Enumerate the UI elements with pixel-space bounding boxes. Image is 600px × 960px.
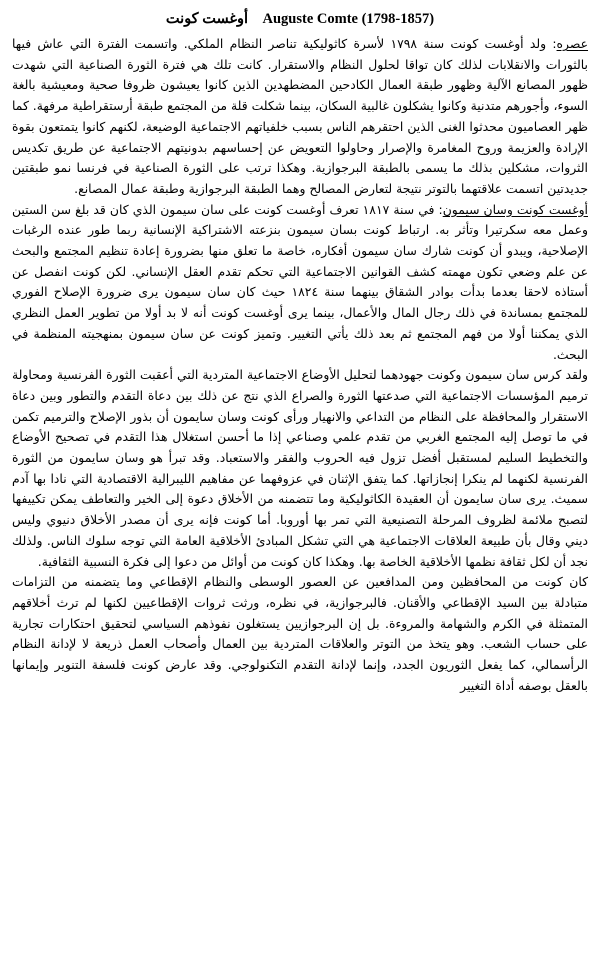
paragraph-saint-simon — [12, 200, 588, 366]
article-body — [12, 34, 588, 697]
paragraph-conservatism — [12, 572, 588, 696]
paragraph-text: كان كونت من المحافظين ومن المدافعين عن العصور الوسطى والنظام الإقطاعي وما يتضمنه من التزامات متبادلة بين السيد الإقطاعي والأقنان. فالبرجوازية، في نظره، ورثت ثروات الإقطاعيين لكنها لم ترث أخلاقهم المتمثلة في الكرم والشهامة والمروءة. بل إن البرجوازيين يستغلون نفوذهم السياسي لتحقيق احتكارات تجارية على حساب الشعب. وهو يتخذ من التوتر والعلاقات المتردية بين العمال وأصحاب العمل ذريعة لا لإدانة النظام الرأسمالي، كما يفعل الثوريون الجدد، وإنما لإدانة التقدم التكنولوجي. وقد عارض كونت فلسفة التنوير وإيمانها بالعقل بوصفه أداة التغيير — [12, 574, 588, 693]
paragraph-text: : في سنة ١٨١٧ تعرف أوغست كونت على سان سيمون الذي كان قد بلغ سن الستين وعمل معه سكرتيرا وتأثر به. ارتباط كونت بسان سيمون بنزعته الاشتراكية الإنسانية ربما طور عنده الرغبات الإصلاحية، ويبدو أن كونت شارك سان سيمون أفكاره، خاصة ما تعلق منها بضرورة إعادة تنظيم المجتمع والبحث عن علم وضعي تكون مهمته كشف القوانين الاجتماعية التي تحكم تقدم العقل الإنساني. لكن كونت انفصل عن أستاذه لاحقا بعدما بدأت بوادر الشقاق بينهما سنة ١٨٢٤ حيث كان سان سيمون يرى ضرورة الإصلاح الفوري للمجتمع بمساندة في ذلك رجال المال والأعمال، بينما يرى أوغست كونت أنه لا بد أولا من تطوير العمل النظري الذي يمكننا أولا من فهم المجتمع ثم بعد ذلك يأتي التغيير. وتميز كونت عن سان سيمون بمنهجيته المنظمة في البحث. — [12, 201, 588, 362]
heading-era: عصره — [556, 36, 589, 51]
paragraph-text: ولقد كرس سان سيمون وكونت جهودهما لتحليل الأوضاع الاجتماعية المتردية التي أعقبت الثورة الفرنسية ومحاولة ترميم المؤسسات الاجتماعية التي صدعتها الثورة والصراع الذي نتج عن ذلك بين دعاة التقدم والتطور وبين دعاة الاستقرار والمحافظة على النظام من التداعي والانهيار ورأى كونت وسان سايمون أن بذور الإصلاح والترميم تكمن في ما توصل إليه المجتمع الغربي من تقدم علمي وصناعي إذا ما أحسن استغلال هذا التقدم في تصحيح الأوضاع والتخطيط السليم لمستقبل أفضل تزول فيه الحروب والفقر والاستعباد. وقد تبرأ هو وسان سايمون من الثورة الفرنسية لكنهما لم ينكرا إنجازاتها. كما يتفق الإثنان في عزوفهما عن مفاهيم الليبرالية الاقتصادية التي نادا بها آدم سميث. يرى سان سايمون أن العقيدة الكاثوليكية وما تتضمنه من الأخلاق دعوة إلى الخير والتعاطف يمكن تكييفها لتصبح ملائمة لظروف المرحلة التصنيعية التي تمر بها أوروبا. أما كونت فإنه يرى أن مصدر الأخلاق دنيوي وليس ديني وقال بأن طبيعة العلاقات الاجتماعية هي التي تشكل المبادئ الأخلاقية العامة التي توجه سلوك الناس. ولذلك نجد أن لكل ثقافة نظمها الأخلاقية الخاصة بها. وهكذا كان كونت من أوائل من دعوا إلى فكرة النسبية الثقافية. — [12, 367, 588, 569]
heading-saint-simon: أوغست كونت وسان سيمون — [442, 201, 588, 217]
paragraph-text: : ولد أوغست كونت سنة ١٧٩٨ لأسرة كاثوليكية تناصر النظام الملكي. واتسمت الفترة التي عاش فيها بالثورات والانقلابات لذلك كان تواقا لحلول النظام والاستقرار. كانت تلك هي فترة الثورة الصناعية التي شهدت ظهور المصانع الآلية وظهور طبقة العمال الكادحين المضطهدين الذين كانوا يعيشون ظروفا صحية ومعيشية بالغة السوء، وأجورهم متدنية وكانوا يشكلون غالبية السكان، بينما شكلت قلة من المجتمع طبقة أرستقراطية مرفهة. كما ظهر العصاميون محدثوا الغنى الذين احتقرهم الناس بسبب خلفياتهم الاجتماعية الوضيعة، لكنهم كانوا يتمتعون بقوة الإرادة والعزيمة وروح المغامرة والإصرار وحاولوا التعويض عن إحساسهم بدونيتهم الاجتماعية عن طريق تكديس الثروات، مشكلين بذلك ما يسمى بالطبقة البرجوازية. وهكذا ترتب على الثورة الصناعية في فرنسا نمو طبقتين جديدتين اتسمت علاقتهما بالتوتر نتيجة لتعارض المصالح وهما الطبقة البرجوازية وطبقة عمال المصانع. — [12, 36, 588, 196]
title-arabic: أوغست كونت — [165, 11, 249, 27]
title-latin: Auguste Comte (1798-1857) — [262, 11, 435, 27]
page-title — [12, 8, 588, 30]
paragraph-era — [12, 34, 588, 200]
paragraph-social-analysis — [12, 365, 588, 572]
